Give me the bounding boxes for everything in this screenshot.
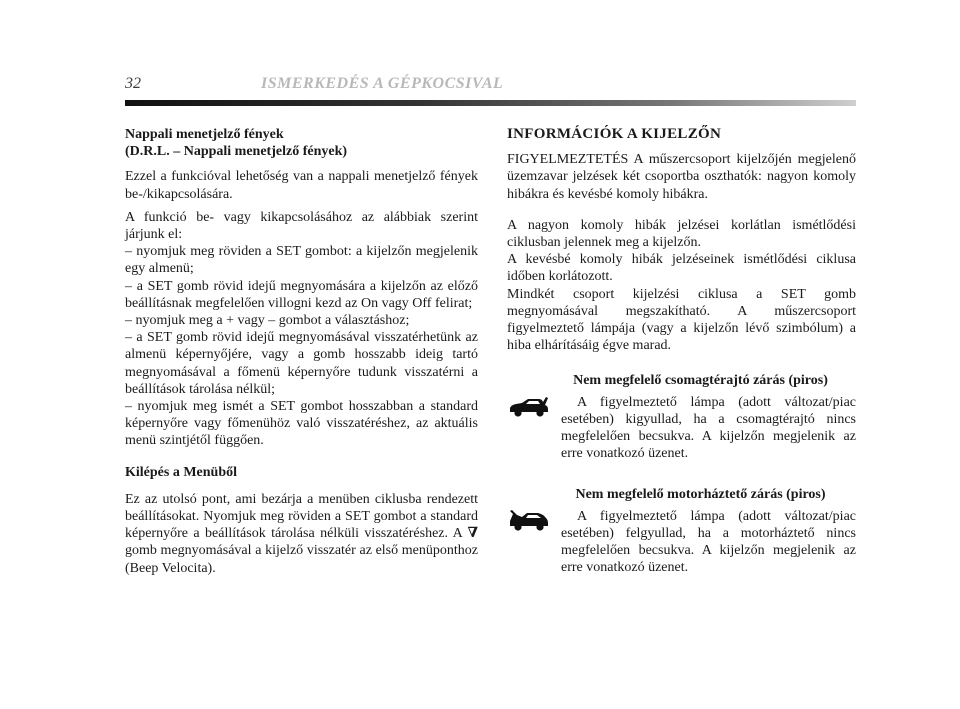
bonnet-warning-block <box>507 486 856 576</box>
drl-step-2: – a SET gomb rövid idejű megnyomására a kijelzőn az előző beállításnak megfelelően villogni kezd az On vagy Off felirat; <box>125 278 478 311</box>
down-triangle-icon: ∇ <box>467 526 478 542</box>
car-bonnet-open-icon <box>507 508 561 577</box>
boot-warning-title: Nem megfelelő csomagtérajtó zárás (piros) <box>573 373 828 389</box>
set-button-text: Mindkét csoport kijelzési ciklusa a SET gomb megnyomásával megszakítható. A műszercsoport figyelmeztető lámpája (vagy a kijelzőn lévő szimbólum) a hiba elhárításáig égve marad. <box>507 286 856 354</box>
drl-heading-line1: Nappali menetjelző fények <box>125 127 284 142</box>
header-rule <box>125 100 856 106</box>
page-number: 32 <box>125 75 141 92</box>
car-boot-open-icon <box>507 394 561 463</box>
exit-text-part2: gomb megnyomásával a kijelző visszatér az első menüponthoz (Beep Velocita). <box>125 543 478 576</box>
drl-step-1: – nyomjuk meg röviden a SET gombot: a kijelzőn megjelenik egy almenü; <box>125 244 478 277</box>
bonnet-warning-title: Nem megfelelő motorháztető zárás (piros) <box>575 487 826 503</box>
exit-menu-text <box>125 491 478 577</box>
warning-intro: FIGYELMEZTETÉS A műszercsoport kijelzőjén megjelenő üzemzavar jelzések két csoportba oszthatók: nagyon komoly hibákra és kevésbé komoly hibákra. <box>507 152 856 202</box>
page-header <box>125 75 503 93</box>
drl-step-3: – nyomjuk meg a + vagy – gombot a választáshoz; <box>125 313 410 329</box>
display-info-heading: INFORMÁCIÓK A KIJELZŐN <box>507 126 722 142</box>
minor-faults-text: A kevésbé komoly hibák jelzéseinek ismétlődési ciklusa időben korlátozott. <box>507 252 856 285</box>
bonnet-warning-text: A figyelmeztető lámpa (adott változat/piac esetében) felgyullad, ha a motorháztető nincs megfelelően becsukva. A kijelzőn megjelenik az erre vonatkozó üzenet. <box>561 508 856 576</box>
drl-step-5: – nyomjuk meg ismét a SET gombot hosszabban a standard képernyőre vagy főmenühöz való visszatéréshez, az aktuális menü szintjétől függően. <box>125 399 478 449</box>
exit-text-part1: Ez az utolsó pont, ami bezárja a menüben ciklusba rendezett beállításokat. Nyomjuk meg röviden a SET gombot a standard képernyőre a beállítások tárolása nélküli visszatéréshez. A <box>125 491 478 542</box>
drl-steps-intro: A funkció be- vagy kikapcsolásához az alábbiak szerint járjunk el: <box>125 209 478 243</box>
section-title: ISMERKEDÉS A GÉPKOCSIVAL <box>261 75 504 92</box>
exit-menu-heading: Kilépés a Menüből <box>125 464 238 480</box>
boot-warning-text: A figyelmeztető lámpa (adott változat/piac esetében) kigyullad, ha a csomagtérajtó nincs megfelelően becsukva. A kijelzőn megjelenik az erre vonatkozó üzenet. <box>561 394 856 462</box>
severe-faults-text: A nagyon komoly hibák jelzései korlátlan ismétlődési ciklusban jelennek meg a kijelzőn. <box>507 217 856 251</box>
left-column <box>125 126 478 577</box>
drl-heading-line2: (D.R.L. – Nappali menetjelző fények) <box>125 144 348 160</box>
drl-step-4: – a SET gomb rövid idejű megnyomásával visszatérhetünk az almenü képernyőjére, vagy a gomb hosszabb ideig tartó megnyomásával a főmenü képernyőre tudunk visszatérni a beállítások tárolása nélkül; <box>125 330 478 397</box>
boot-warning-block <box>507 372 856 462</box>
drl-intro: Ezzel a funkcióval lehetőség van a nappali menetjelző fények be-/kikapcsolására. <box>125 169 478 202</box>
right-column <box>507 126 856 576</box>
